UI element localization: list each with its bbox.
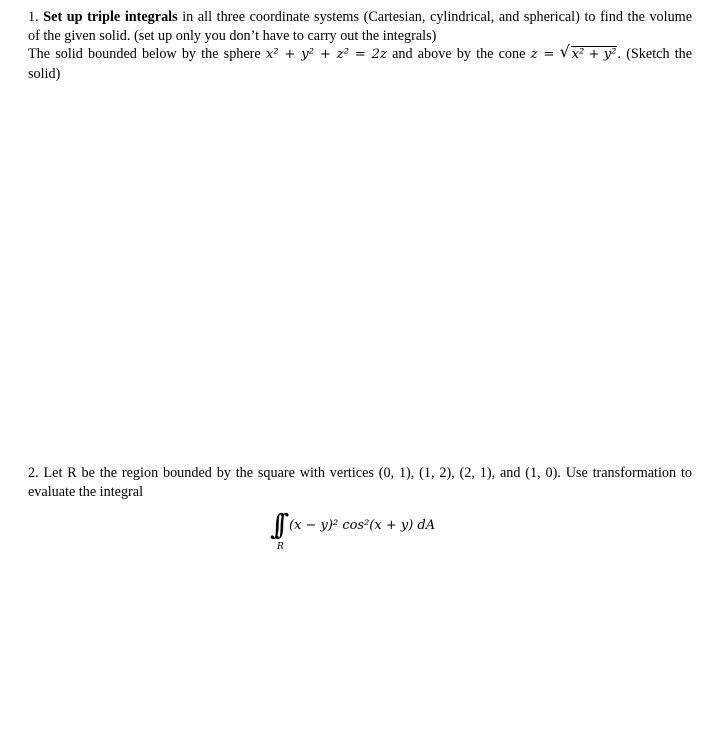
radical-sign: √ — [559, 42, 570, 61]
problem-1-sphere-intro: The solid bounded below by the sphere — [28, 46, 261, 62]
problem-1-line-2: of the given solid. (set up only you don’t have to carry out the integrals) — [28, 27, 437, 44]
problem-1-bold-phrase: Set up triple integrals — [43, 9, 178, 25]
problem-1-sketch-note: . (Sketch the — [617, 46, 693, 62]
sphere-equation: x² + y² + z² = 2z — [265, 47, 387, 62]
problem-1-cone-intro: and above by the cone — [392, 46, 526, 62]
problem-1-line-1-rest: in all three coordinate systems (Cartesian, cylindrical, and spherical) to find the volume — [182, 9, 693, 25]
problem-1-line-3 — [28, 42, 693, 65]
problem-2-line-1: 2. Let R be the region bounded by the square with vertices (0, 1), (1, 2), (2, 1), and (1, 0). Use transformation to — [28, 465, 692, 481]
integrand: (x − y)² cos²(x + y) dA — [289, 518, 436, 533]
cone-square-root — [559, 42, 618, 65]
double-integral-expression — [270, 508, 470, 561]
problem-2-line-2: evaluate the integral — [28, 483, 144, 500]
cone-radicand: x² + y² — [571, 47, 617, 62]
problem-1 — [28, 8, 692, 83]
integral-region-label: R — [277, 542, 284, 552]
problem-1-line-4: solid) — [28, 65, 61, 82]
problem-2 — [28, 464, 692, 501]
problem-1-number: 1. — [28, 9, 39, 25]
cone-lhs: z = — [530, 47, 555, 62]
problem-1-line-1 — [28, 8, 692, 27]
double-integral-sign: ∫∫ — [270, 508, 280, 541]
